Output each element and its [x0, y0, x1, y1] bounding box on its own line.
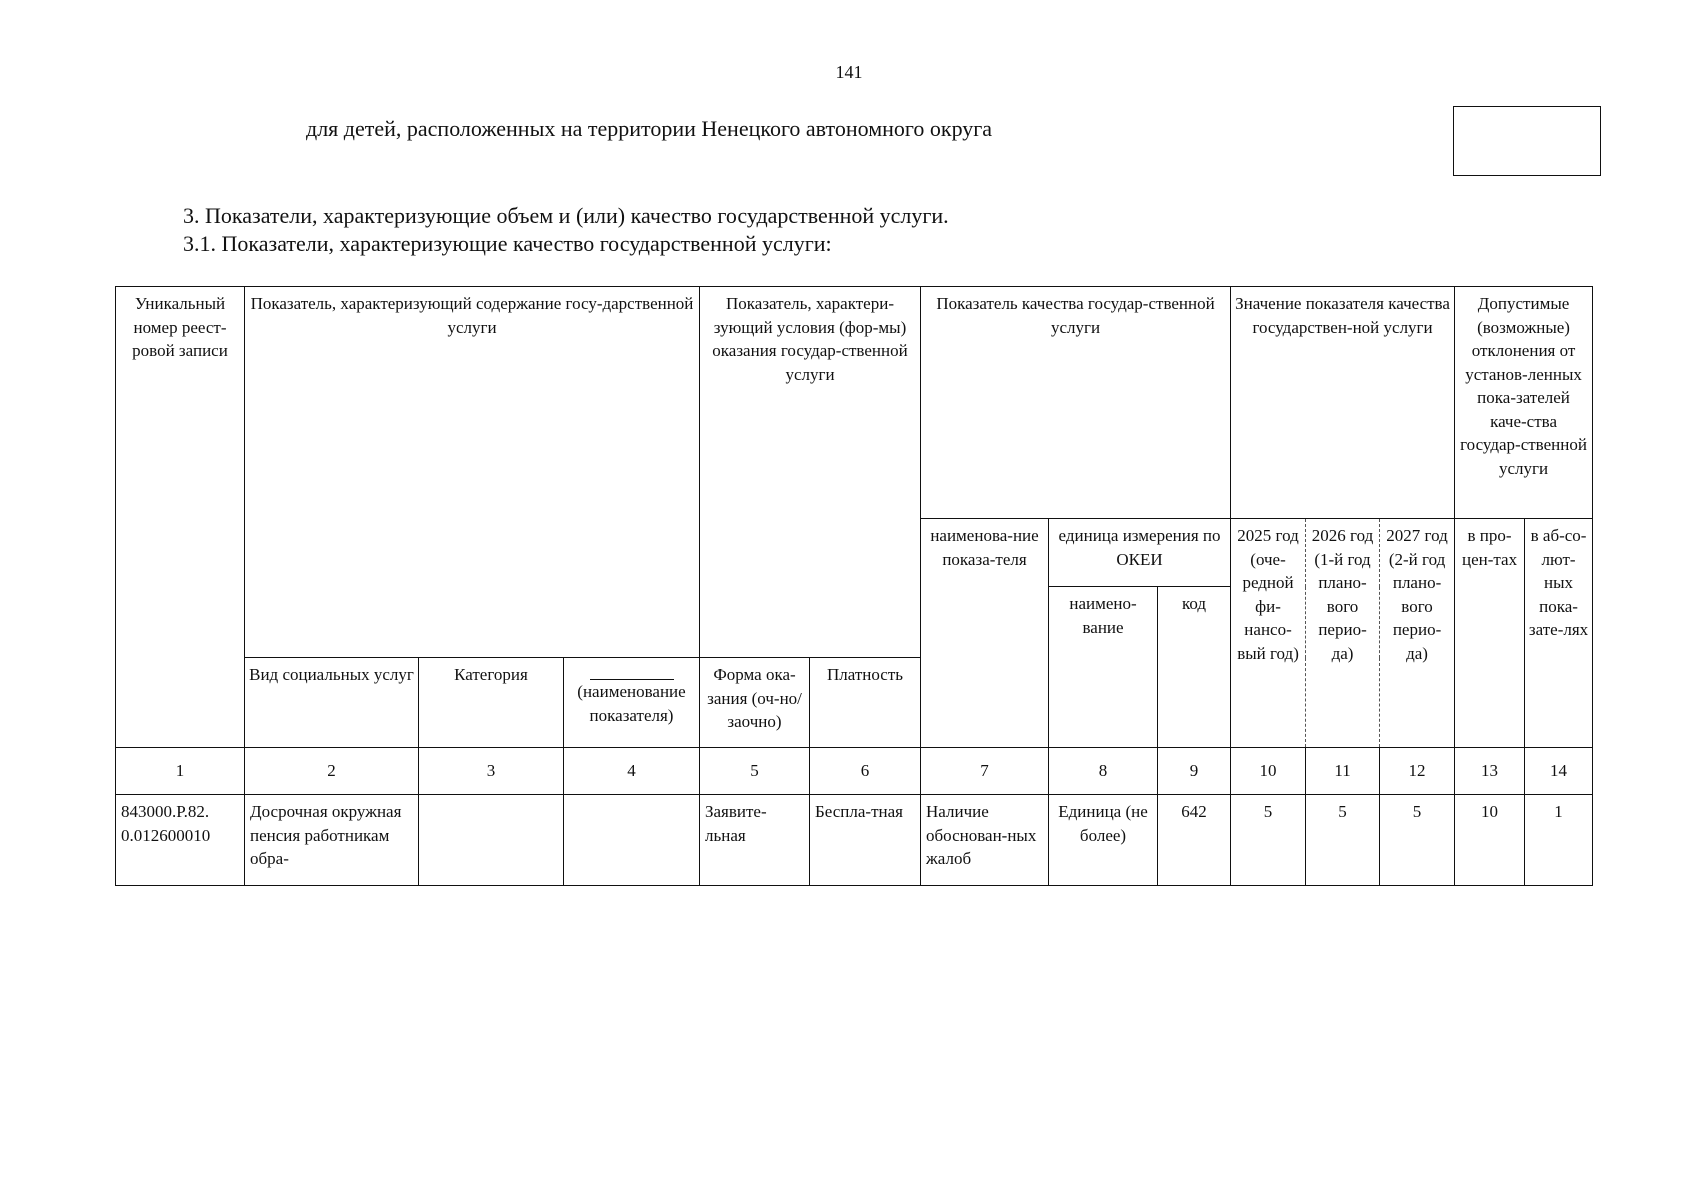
header-in-absolute: в аб-со-лют-ных пока-зате-лях [1525, 519, 1593, 748]
page-number: 141 [835, 62, 863, 82]
column-number: 11 [1306, 748, 1380, 795]
cell-dev-absolute: 1 [1525, 795, 1593, 886]
cell-dev-percent: 10 [1455, 795, 1525, 886]
code-box [1453, 106, 1601, 176]
cell-registry-number: 843000.Р.82. 0.012600010 [116, 795, 245, 886]
header-form-of-provision: Форма ока-зания (оч-но/заочно) [700, 658, 810, 748]
header-indicator-name: наименова-ние показа-теля [921, 519, 1049, 748]
header-year-2027: 2027 год (2-й год плано-вого перио-да) [1380, 519, 1455, 748]
cell-value-2025: 5 [1231, 795, 1306, 886]
cell-service-type: Досрочная окружная пенсия работникам обра- [245, 795, 419, 886]
section-title: 3. Показатели, характеризующие объем и (или) качество государственной услуги. [183, 203, 949, 228]
header-in-percent: в про-цен-тах [1455, 519, 1525, 748]
cell-category [419, 795, 564, 886]
header-category: Категория [419, 658, 564, 748]
cell-indicator [564, 795, 700, 886]
header-social-services-type: Вид социальных услуг [245, 658, 419, 748]
table-row [116, 795, 1593, 886]
column-number: 12 [1380, 748, 1455, 795]
header-unit-okei: единица измерения по ОКЕИ [1049, 519, 1231, 587]
subsection-title: 3.1. Показатели, характеризующие качество государственной услуги: [183, 231, 832, 256]
header-deviations: Допустимые (возможные) отклонения от установ-ленных пока-зателей каче-ства государ-ственной услуги [1455, 287, 1593, 519]
header-quality-indicator: Показатель качества государ-ственной услуги [921, 287, 1231, 519]
cell-unit-name: Единица (не более) [1049, 795, 1158, 886]
quality-indicators-table [115, 286, 1593, 886]
header-conditions-indicator: Показатель, характери-зующий условия (фор-мы) оказания государ-ственной услуги [700, 287, 921, 658]
column-numbers-row [116, 748, 1593, 795]
column-number: 6 [810, 748, 921, 795]
column-number: 14 [1525, 748, 1593, 795]
cell-payment: Бесплa-тная [810, 795, 921, 886]
column-number: 10 [1231, 748, 1306, 795]
column-number: 8 [1049, 748, 1158, 795]
header-indicator-name-blank [564, 658, 700, 748]
cell-form: Заявите-льная [700, 795, 810, 886]
header-unit-code: код [1158, 587, 1231, 748]
column-number: 7 [921, 748, 1049, 795]
header-indicator-name-blank-label: (наименование показателя) [577, 682, 686, 725]
column-number: 1 [116, 748, 245, 795]
column-number: 9 [1158, 748, 1231, 795]
cell-value-2026: 5 [1306, 795, 1380, 886]
header-line: для детей, расположенных на территории Ненецкого автономного округа [306, 116, 993, 141]
cell-value-2027: 5 [1380, 795, 1455, 886]
header-unique-number: Уникальный номер реест-ровой записи [116, 287, 245, 748]
header-content-indicator: Показатель, характеризующий содержание госу-дарственной услуги [245, 287, 700, 658]
column-number: 13 [1455, 748, 1525, 795]
column-number: 5 [700, 748, 810, 795]
blank-underline [590, 679, 674, 680]
header-unit-name: наимено-вание [1049, 587, 1158, 748]
column-number: 3 [419, 748, 564, 795]
header-year-2025: 2025 год (оче-редной фи-нансо-вый год) [1231, 519, 1306, 748]
column-number: 2 [245, 748, 419, 795]
header-year-2026: 2026 год (1-й год плано-вого перио-да) [1306, 519, 1380, 748]
column-number: 4 [564, 748, 700, 795]
cell-indicator-name: Наличие обоснован-ных жалоб [921, 795, 1049, 886]
header-payment: Платность [810, 658, 921, 748]
cell-unit-code: 642 [1158, 795, 1231, 886]
header-quality-value: Значение показателя качества государствен-ной услуги [1231, 287, 1455, 519]
